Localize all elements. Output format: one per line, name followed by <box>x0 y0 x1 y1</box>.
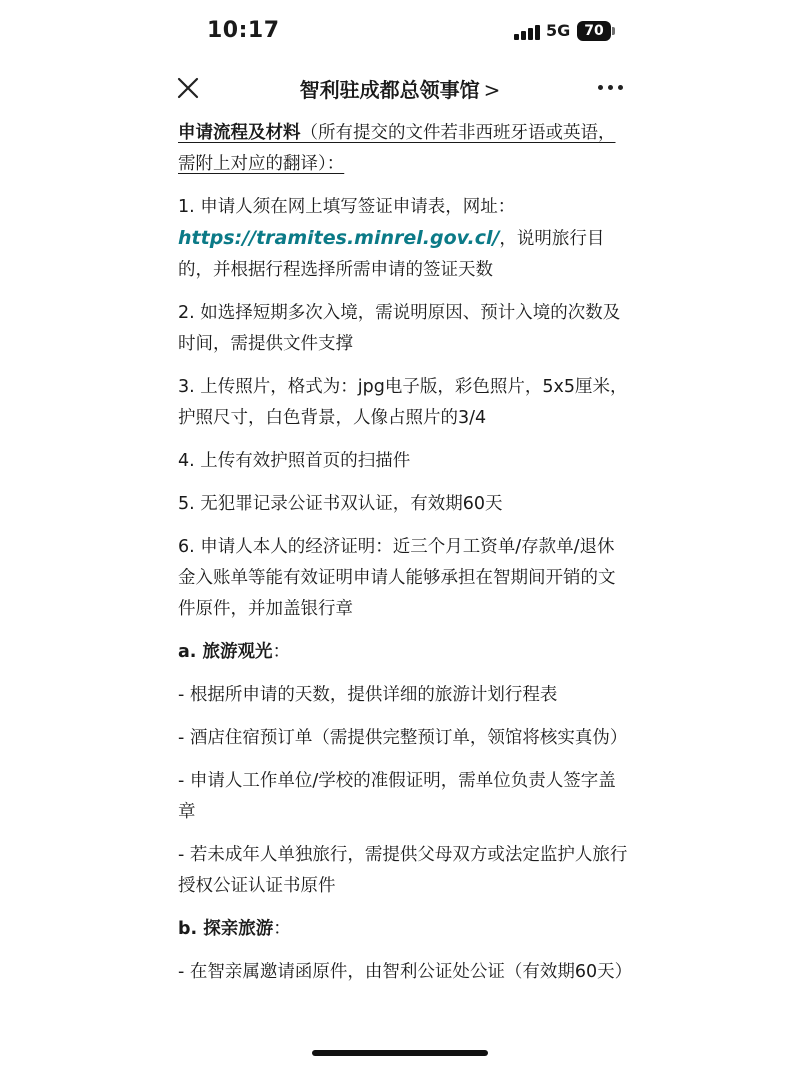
section-a-item-3: - 申请人工作单位/学校的准假证明，需单位负责人签字盖章 <box>178 771 616 822</box>
item-3: 3. 上传照片，格式为：jpg电子版，彩色照片，5x5厘米，护照尺寸，白色背景，人像占照片的3/4 <box>178 377 628 428</box>
section-a-colon: ： <box>272 642 291 662</box>
item-5: 5. 无犯罪记录公证书双认证，有效期60天 <box>178 494 503 514</box>
section-b-title: b. 探亲旅游 <box>178 919 274 939</box>
section-a-title: a. 旅游观光 <box>178 642 273 662</box>
article-content <box>178 118 633 1000</box>
item-1-text: 1. 申请人须在网上填写签证申请表，网址： <box>178 197 516 217</box>
item-6: 6. 申请人本人的经济证明：近三个月工资单/存款单/退休金入账单等能有效证明申请人能够承担在智期间开销的文件原件，并加盖银行章 <box>178 537 616 619</box>
home-indicator[interactable] <box>312 1050 488 1056</box>
visa-application-link[interactable]: https://tramites.minrel.gov.cl/ <box>178 227 500 249</box>
account-title[interactable] <box>0 74 800 103</box>
section-a-item-2: - 酒店住宿预订单（需提供完整预订单，领馆将核实真伪） <box>178 728 628 748</box>
section-a-heading <box>178 637 628 668</box>
intro-note: （所有提交的文件若非西班牙语或英语，需附上对应的翻译）： <box>178 123 616 174</box>
item-2: 2. 如选择短期多次入境，需说明原因、预计入境的次数及时间，需提供文件支撑 <box>178 303 621 354</box>
item-1-rest: ，说明旅行目的，并根据行程选择所需申请的签证天数 <box>178 229 605 280</box>
item-1 <box>178 192 628 286</box>
more-icon[interactable] <box>598 80 626 96</box>
intro-heading: 申请流程及材料 <box>178 123 301 143</box>
network-type: 5G <box>546 21 571 40</box>
signal-icon <box>514 24 540 40</box>
account-name: 智利驻成都总领事馆 <box>299 78 480 102</box>
battery-tip <box>612 27 615 35</box>
section-b-heading <box>178 914 628 945</box>
status-time: 10:17 <box>207 18 280 43</box>
battery-icon: 70 <box>577 21 611 41</box>
item-4: 4. 上传有效护照首页的扫描件 <box>178 451 411 471</box>
chevron-right-icon: > <box>483 78 501 102</box>
section-b-item-1: - 在智亲属邀请函原件，由智利公证处公证（有效期60天） <box>178 962 633 982</box>
nav-bar <box>0 62 800 116</box>
intro-paragraph <box>178 118 628 180</box>
section-b-colon: ： <box>273 919 291 939</box>
section-a-item-4: - 若未成年人单独旅行，需提供父母双方或法定监护人旅行授权公证认证书原件 <box>178 845 628 896</box>
section-a-item-1: - 根据所申请的天数，提供详细的旅游计划行程表 <box>178 685 558 705</box>
status-bar <box>0 0 800 62</box>
